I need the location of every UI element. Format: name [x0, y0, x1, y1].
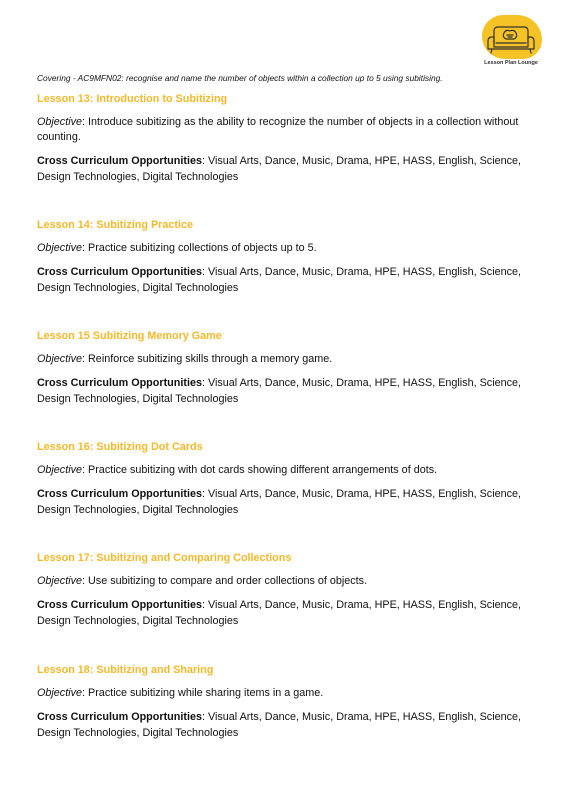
cross-curriculum-label: Cross Curriculum Opportunities — [37, 711, 202, 723]
lesson-block — [37, 664, 547, 741]
objective-label: Objective — [37, 242, 83, 254]
objective-label: Objective — [37, 575, 83, 587]
lesson-cross-curriculum — [37, 598, 547, 629]
lesson-objective — [37, 686, 547, 701]
lesson-title: Lesson 17: Subitizing and Comparing Collections — [37, 552, 292, 564]
lesson-cross-curriculum — [37, 265, 547, 296]
cross-curriculum-text: : Visual Arts, Dance, Music, Drama, HPE, HASS, English, Science, Design Technologies, Digital Technologies — [37, 155, 522, 183]
cross-curriculum-text: : Visual Arts, Dance, Music, Drama, HPE, HASS, English, Science, Design Technologies, Digital Technologies — [37, 599, 522, 627]
lesson-objective — [37, 463, 547, 478]
lesson-cross-curriculum — [37, 487, 547, 518]
objective-text: : Practice subitizing with dot cards showing different arrangements of dots. — [82, 464, 438, 476]
lesson-block — [37, 441, 547, 518]
lesson-block — [37, 330, 547, 407]
cross-curriculum-text: : Visual Arts, Dance, Music, Drama, HPE, HASS, English, Science, Design Technologies, Digital Technologies — [37, 711, 522, 739]
lesson-block — [37, 219, 547, 296]
cross-curriculum-label: Cross Curriculum Opportunities — [37, 266, 202, 278]
lesson-objective — [37, 115, 547, 145]
cross-curriculum-text: : Visual Arts, Dance, Music, Drama, HPE, HASS, English, Science, Design Technologies, Digital Technologies — [37, 266, 522, 294]
logo-text: Lesson Plan Lounge — [484, 60, 538, 66]
lesson-title: Lesson 14: Subitizing Practice — [37, 219, 193, 231]
lesson-cross-curriculum — [37, 154, 547, 185]
lesson-block — [37, 93, 547, 185]
cross-curriculum-label: Cross Curriculum Opportunities — [37, 155, 202, 167]
cross-curriculum-label: Cross Curriculum Opportunities — [37, 599, 202, 611]
lesson-cross-curriculum — [37, 710, 547, 741]
lesson-objective — [37, 241, 547, 256]
cross-curriculum-label: Cross Curriculum Opportunities — [37, 488, 202, 500]
objective-text: : Practice subitizing collections of objects up to 5. — [82, 242, 317, 254]
lesson-title: Lesson 13: Introduction to Subitizing — [37, 93, 228, 105]
lesson-title: Lesson 18: Subitizing and Sharing — [37, 664, 214, 676]
cross-curriculum-text: : Visual Arts, Dance, Music, Drama, HPE, HASS, English, Science, Design Technologies, Digital Technologies — [37, 488, 522, 516]
lesson-objective — [37, 574, 547, 589]
cross-curriculum-label: Cross Curriculum Opportunities — [37, 377, 202, 389]
lesson-title: Lesson 16: Subitizing Dot Cards — [37, 441, 203, 453]
lesson-block — [37, 552, 547, 629]
sofa-icon — [484, 21, 538, 57]
lesson-objective — [37, 352, 547, 367]
objective-label: Objective — [37, 353, 83, 365]
objective-label: Objective — [37, 116, 83, 128]
lesson-title: Lesson 15 Subitizing Memory Game — [37, 330, 222, 342]
objective-text: : Use subitizing to compare and order collections of objects. — [82, 575, 368, 587]
objective-text: : Reinforce subitizing skills through a memory game. — [82, 353, 333, 365]
logo — [476, 15, 546, 67]
objective-label: Objective — [37, 464, 83, 476]
curriculum-covering-note: Covering - AC9MFN02: recognise and name the number of objects within a collection up to 5 using subitising. — [37, 73, 443, 83]
lesson-cross-curriculum — [37, 376, 547, 407]
objective-label: Objective — [37, 687, 83, 699]
objective-text: : Practice subitizing while sharing items in a game. — [82, 687, 324, 699]
objective-text: : Introduce subitizing as the ability to recognize the number of objects in a collection without counting. — [37, 116, 519, 143]
cross-curriculum-text: : Visual Arts, Dance, Music, Drama, HPE, HASS, English, Science, Design Technologies, Digital Technologies — [37, 377, 522, 405]
